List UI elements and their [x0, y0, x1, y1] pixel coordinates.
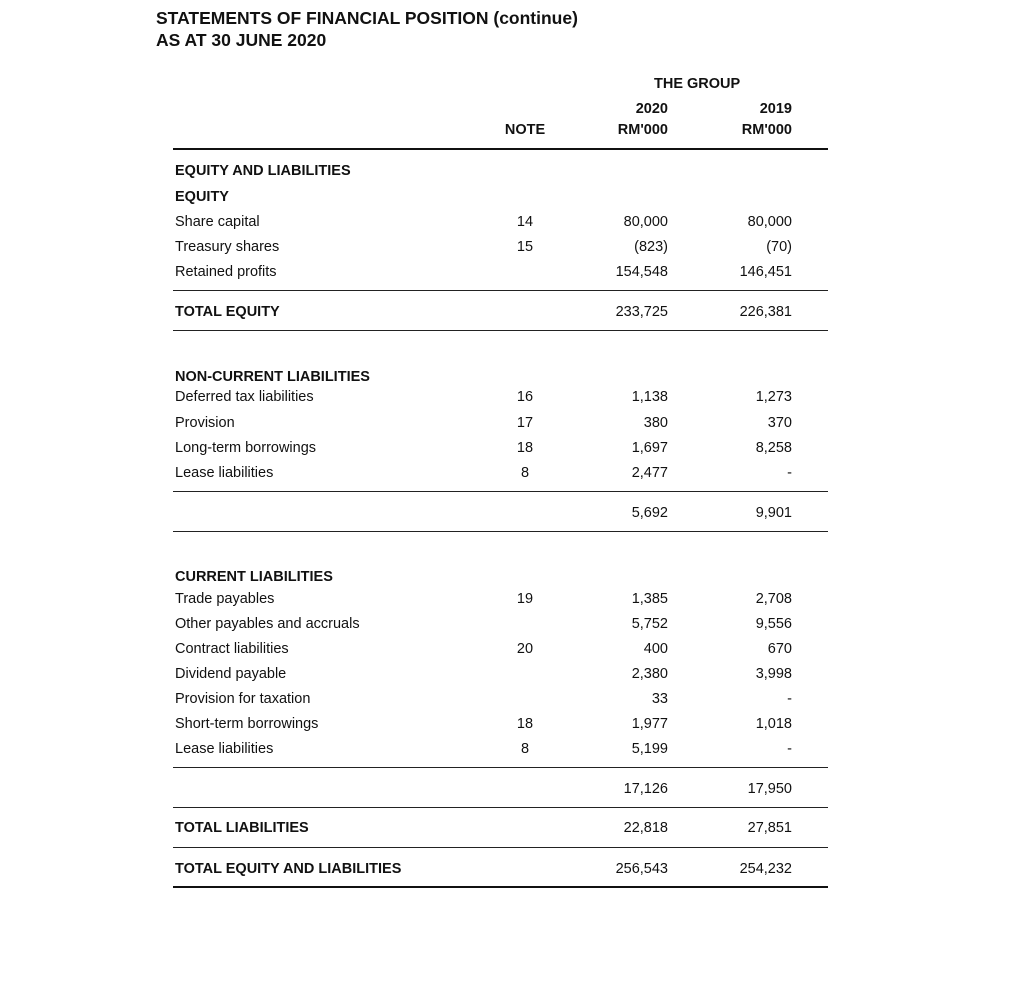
title-line-2: AS AT 30 JUNE 2020: [156, 30, 327, 50]
row-value-2019: 146,451: [739, 264, 792, 280]
divider: [173, 531, 828, 532]
unit-2019-header: RM'000: [741, 122, 792, 138]
row-value-2019: 8,258: [755, 440, 792, 456]
row-label: Deferred tax liabilities: [175, 389, 314, 405]
note-header: NOTE: [504, 122, 546, 138]
row-value-2020: 22,818: [623, 820, 668, 836]
row-value-2019: 80,000: [747, 214, 792, 230]
row-value-2019: 226,381: [739, 304, 792, 320]
statement-title: [156, 7, 578, 51]
row-label: TOTAL EQUITY AND LIABILITIES: [175, 861, 402, 877]
row-value-2019: 1,018: [755, 716, 792, 732]
title-line-1: STATEMENTS OF FINANCIAL POSITION (continue): [156, 8, 578, 28]
row-note: 8: [520, 465, 530, 481]
row-value-2020: 2,380: [631, 666, 668, 682]
row-value-2020: 5,199: [631, 741, 668, 757]
row-label: Retained profits: [175, 264, 277, 280]
row-value-2020: 5,752: [631, 616, 668, 632]
row-value-2019: 370: [767, 415, 792, 431]
row-value-2020: 400: [643, 641, 668, 657]
row-note: 14: [516, 214, 534, 230]
row-value-2019: 3,998: [755, 666, 792, 682]
year-2020-header: 2020: [635, 101, 668, 117]
row-value-2019: 1,273: [755, 389, 792, 405]
row-label: Provision: [175, 415, 235, 431]
row-note: 18: [516, 440, 534, 456]
row-note: 8: [520, 741, 530, 757]
row-label: Lease liabilities: [175, 465, 274, 481]
row-value-2020: (823): [634, 239, 668, 255]
row-value-2019: 27,851: [747, 820, 792, 836]
row-value-2019: 9,556: [755, 616, 792, 632]
row-value-2019: -: [787, 691, 792, 707]
section-current-liabilities: CURRENT LIABILITIES: [175, 569, 333, 585]
row-label: Dividend payable: [175, 666, 287, 682]
row-label: Treasury shares: [175, 239, 280, 255]
row-note: 17: [516, 415, 534, 431]
divider: [173, 290, 828, 291]
row-note: 15: [516, 239, 534, 255]
row-value-2020: 33: [651, 691, 668, 707]
year-2019-header: 2019: [759, 101, 792, 117]
header-rule: [173, 148, 828, 150]
row-value-2020: 233,725: [615, 304, 668, 320]
row-value-2019: 2,708: [755, 591, 792, 607]
row-label: Other payables and accruals: [175, 616, 360, 632]
row-value-2019: 9,901: [755, 505, 792, 521]
row-value-2020: 80,000: [623, 214, 668, 230]
row-note: 20: [516, 641, 534, 657]
row-value-2019: -: [787, 465, 792, 481]
row-note: 19: [516, 591, 534, 607]
row-value-2019: 254,232: [739, 861, 792, 877]
row-label: TOTAL LIABILITIES: [175, 820, 309, 836]
section-non-current-liabilities: NON-CURRENT LIABILITIES: [175, 369, 370, 385]
row-value-2019: 17,950: [747, 781, 792, 797]
row-value-2020: 380: [643, 415, 668, 431]
section-equity: EQUITY: [175, 189, 229, 205]
divider: [173, 330, 828, 331]
divider: [173, 847, 828, 848]
group-header: THE GROUP: [654, 76, 741, 92]
unit-2020-header: RM'000: [617, 122, 668, 138]
row-note: 18: [516, 716, 534, 732]
row-value-2019: (70): [766, 239, 792, 255]
row-note: 16: [516, 389, 534, 405]
row-value-2020: 256,543: [615, 861, 668, 877]
row-label: Short-term borrowings: [175, 716, 319, 732]
row-label: Lease liabilities: [175, 741, 274, 757]
row-value-2020: 1,385: [631, 591, 668, 607]
row-label: Trade payables: [175, 591, 275, 607]
row-value-2020: 1,138: [631, 389, 668, 405]
divider: [173, 807, 828, 808]
row-value-2020: 1,697: [631, 440, 668, 456]
divider: [173, 491, 828, 492]
row-value-2020: 17,126: [623, 781, 668, 797]
bottom-rule: [173, 886, 828, 888]
row-label: Long-term borrowings: [175, 440, 317, 456]
divider: [173, 767, 828, 768]
row-value-2020: 2,477: [631, 465, 668, 481]
row-label: Share capital: [175, 214, 260, 230]
row-value-2020: 1,977: [631, 716, 668, 732]
row-value-2020: 154,548: [615, 264, 668, 280]
row-value-2020: 5,692: [631, 505, 668, 521]
row-label: Provision for taxation: [175, 691, 311, 707]
section-equity-liabilities: EQUITY AND LIABILITIES: [175, 163, 351, 179]
row-label: TOTAL EQUITY: [175, 304, 280, 320]
row-label: Contract liabilities: [175, 641, 289, 657]
row-value-2019: 670: [767, 641, 792, 657]
row-value-2019: -: [787, 741, 792, 757]
